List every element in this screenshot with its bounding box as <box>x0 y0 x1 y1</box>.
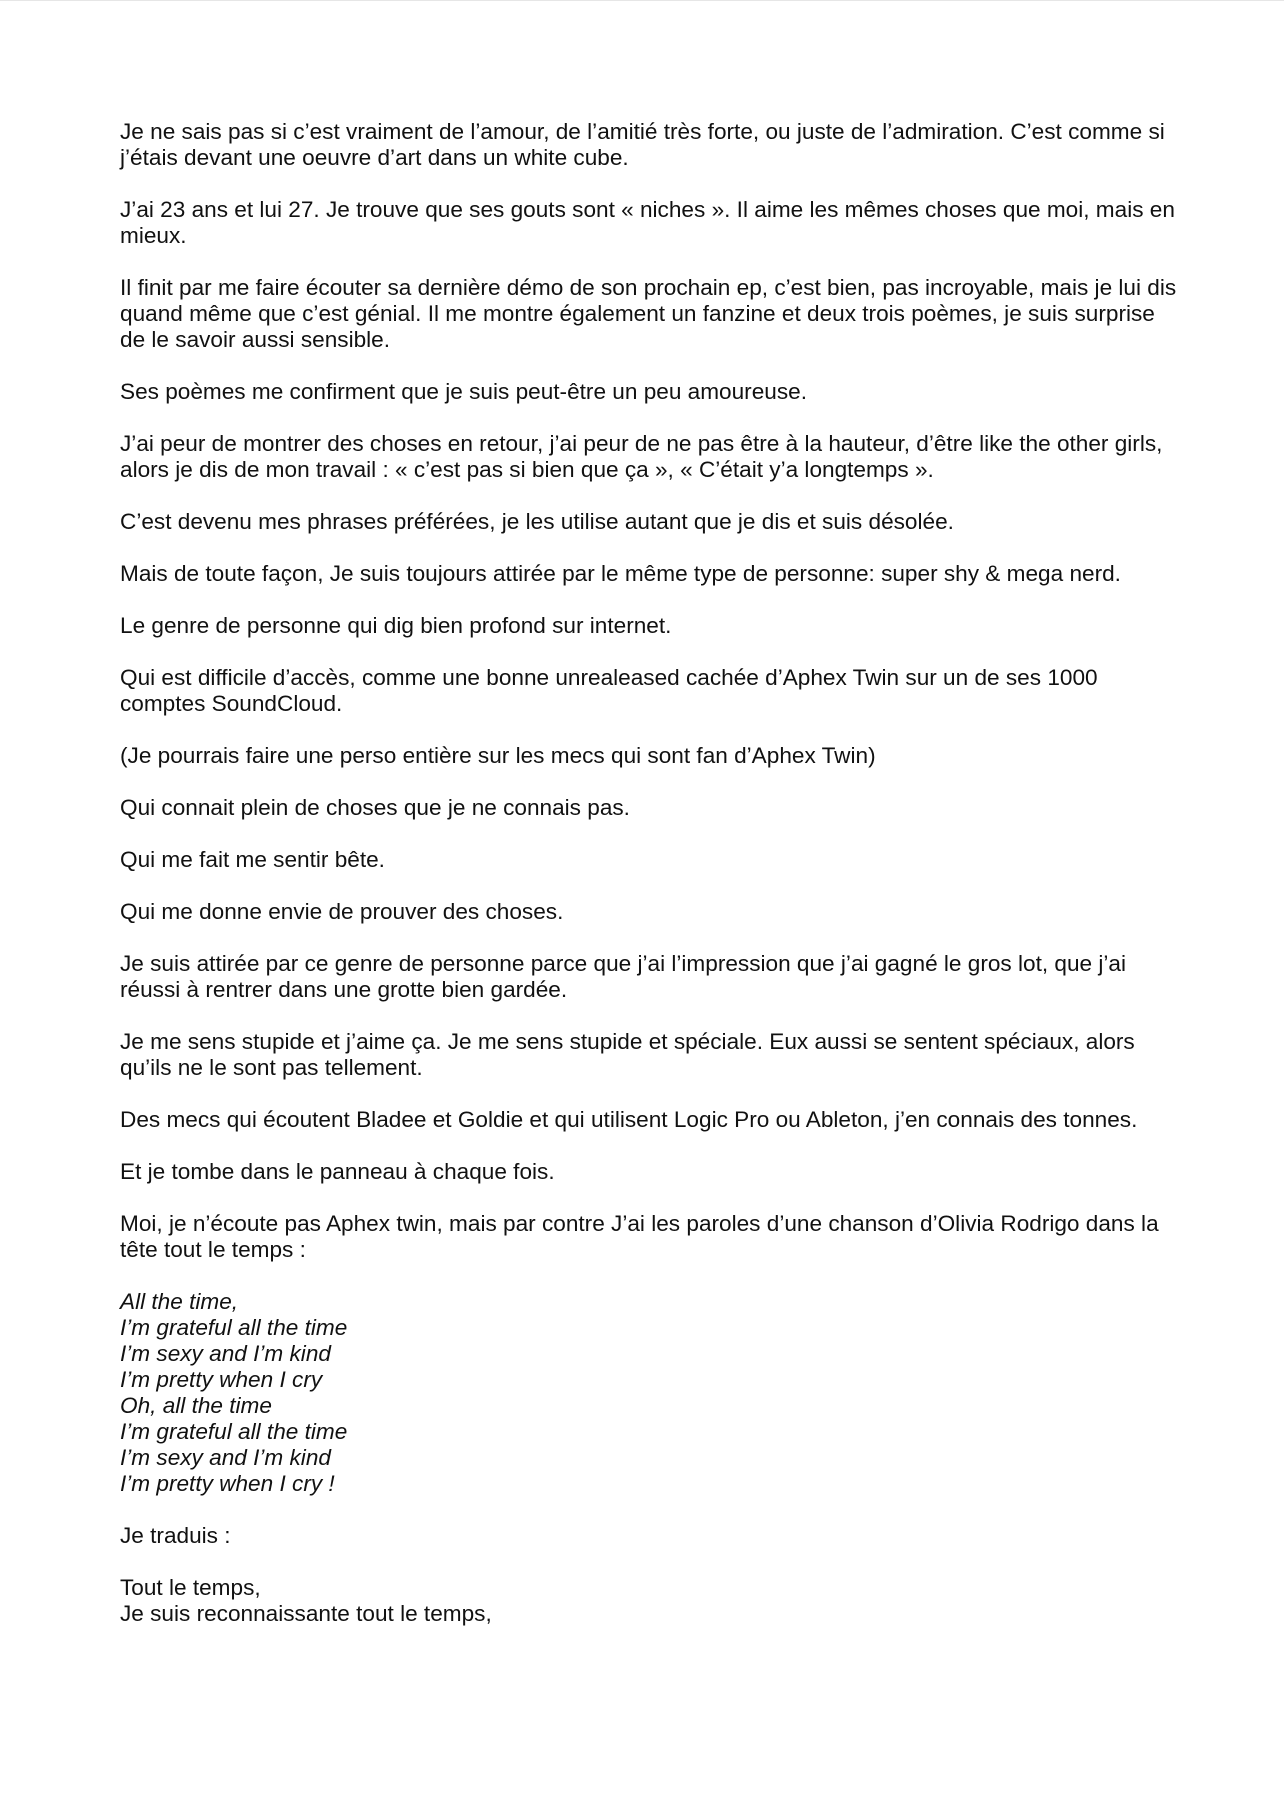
paragraph: Je ne sais pas si c’est vraiment de l’amour, de l’amitié très forte, ou juste de l’admiration. C’est comme si j’étais devant une oeuvre d’art dans un white cube. <box>120 119 1165 170</box>
paragraph: J’ai peur de montrer des choses en retour, j’ai peur de ne pas être à la hauteur, d’être like the other girls, alors je dis de mon travail : « c’est pas si bien que ça », « C’était y’a longtemps ». <box>120 431 1163 482</box>
translate-intro: Je traduis : <box>120 1523 231 1548</box>
paragraph: (Je pourrais faire une perso entière sur les mecs qui sont fan d’Aphex Twin) <box>120 743 876 768</box>
paragraph: Qui me donne envie de prouver des choses. <box>120 899 564 924</box>
translation-line: Tout le temps, <box>120 1575 261 1600</box>
paragraph: Qui connait plein de choses que je ne connais pas. <box>120 795 630 820</box>
lyric-line: I’m pretty when I cry <box>120 1367 323 1392</box>
lyric-line: I’m pretty when I cry ! <box>120 1471 335 1496</box>
paragraph: Je suis attirée par ce genre de personne parce que j’ai l’impression que j’ai gagné le gros lot, que j’ai réussi à rentrer dans une grotte bien gardée. <box>120 951 1127 1002</box>
paragraph: Et je tombe dans le panneau à chaque fois. <box>120 1159 555 1184</box>
paragraph: Qui me fait me sentir bête. <box>120 847 385 872</box>
lyric-line: Oh, all the time <box>120 1393 272 1418</box>
paragraph: Le genre de personne qui dig bien profond sur internet. <box>120 613 672 638</box>
paragraph: Je me sens stupide et j’aime ça. Je me sens stupide et spéciale. Eux aussi se sentent spéciaux, alors qu’ils ne le sont pas tellement. <box>120 1029 1135 1080</box>
paragraph: Ses poèmes me confirment que je suis peut-être un peu amoureuse. <box>120 379 807 404</box>
translation-line: Je suis reconnaissante tout le temps, <box>120 1601 492 1626</box>
translation <box>120 1575 1180 1627</box>
paragraph: Des mecs qui écoutent Bladee et Goldie et qui utilisent Logic Pro ou Ableton, j’en connais des tonnes. <box>120 1107 1138 1132</box>
document-body <box>120 119 1180 1653</box>
lyric-line: All the time, <box>120 1289 239 1314</box>
song-lyrics <box>120 1289 1180 1497</box>
lyric-line: I’m grateful all the time <box>120 1315 348 1340</box>
lyric-line: I’m sexy and I’m kind <box>120 1445 331 1470</box>
paragraph: C’est devenu mes phrases préférées, je les utilise autant que je dis et suis désolée. <box>120 509 954 534</box>
paragraph: Il finit par me faire écouter sa dernière démo de son prochain ep, c’est bien, pas incroyable, mais je lui dis quand même que c’est génial. Il me montre également un fanzine et deux trois poèmes, je suis surprise de le savoir aussi sensible. <box>120 275 1177 352</box>
lyric-line: I’m grateful all the time <box>120 1419 348 1444</box>
paragraph: Mais de toute façon, Je suis toujours attirée par le même type de personne: super shy & mega nerd. <box>120 561 1121 586</box>
lyric-line: I’m sexy and I’m kind <box>120 1341 331 1366</box>
paragraph: J’ai 23 ans et lui 27. Je trouve que ses gouts sont « niches ». Il aime les mêmes choses que moi, mais en mieux. <box>120 197 1175 248</box>
paragraph: Qui est difficile d’accès, comme une bonne unrealeased cachée d’Aphex Twin sur un de ses 1000 comptes SoundCloud. <box>120 665 1098 716</box>
paragraph: Moi, je n’écoute pas Aphex twin, mais par contre J’ai les paroles d’une chanson d’Olivia Rodrigo dans la tête tout le temps : <box>120 1211 1159 1262</box>
